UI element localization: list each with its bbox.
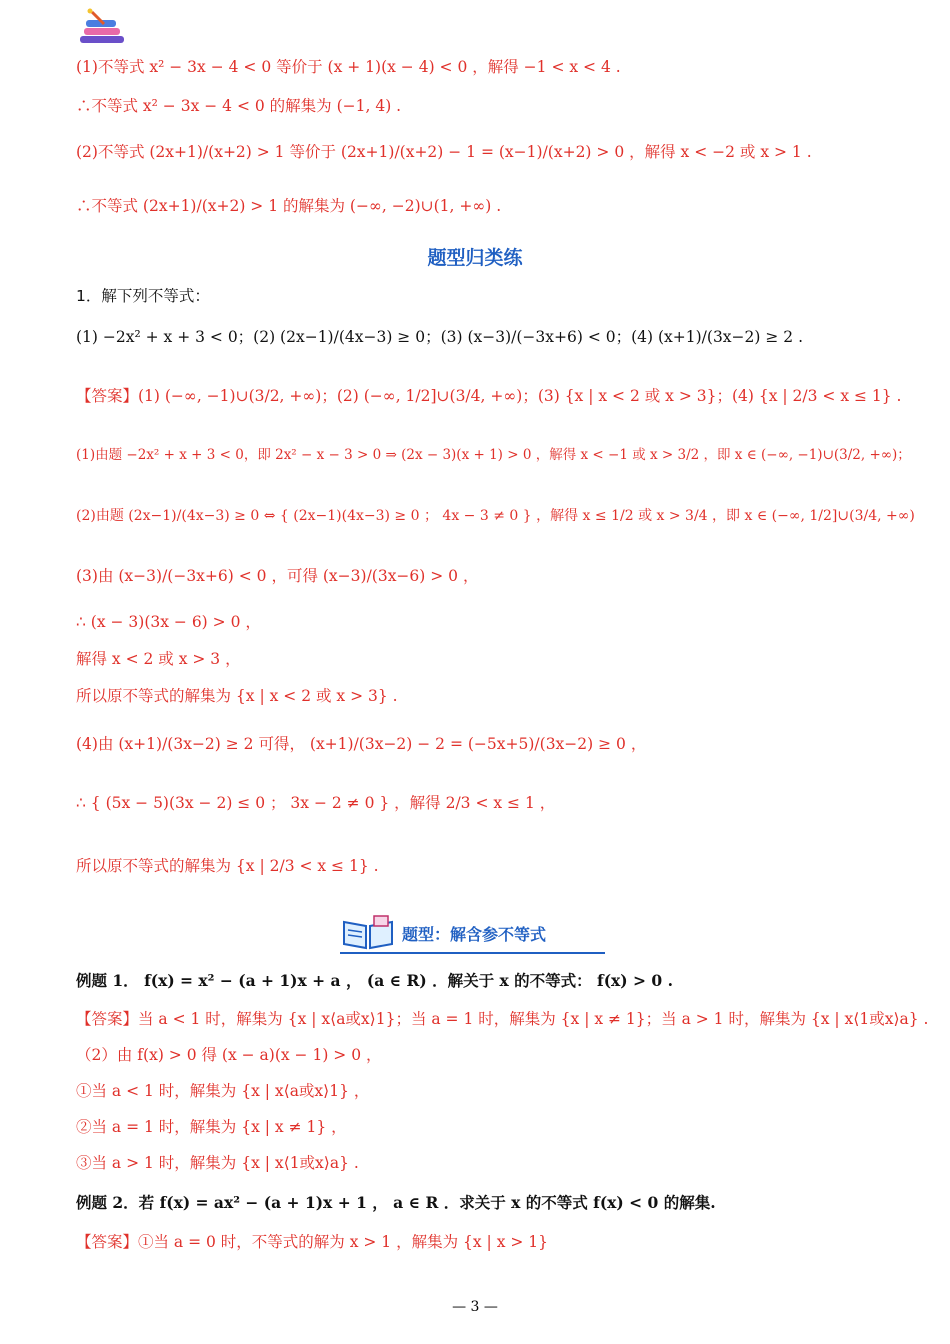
banner-underline (340, 952, 605, 954)
text-line-l13: 所以原不等式的解集为 {x | x < 2 或 x > 3} . (76, 687, 398, 705)
text-line-l24: 【答案】①当 a = 0 时，不等式的解为 x > 1 ，解集为 {x | x > 1} (76, 1233, 549, 1251)
text-line-l1: (1)不等式 x² − 3x − 4 < 0 等价于 (x + 1)(x − 4) < 0 ，解得 −1 < x < 4 . (76, 58, 621, 76)
section-banner (340, 912, 605, 956)
text-line-l12: 解得 x < 2 或 x > 3 ， (76, 650, 241, 668)
text-line-l7: 【答案】(1) (−∞, −1)∪(3/2, +∞)；(2) (−∞, 1/2]∪(3/4, +∞)；(3) {x | x < 2 或 x > 3}；(4) {x | 2/3 < x ≤ 1} . (76, 387, 902, 405)
text-line-l23: 例题 2．若 f(x) = ax² − (a + 1)x + 1 ， a ∈ R ．求关于 x 的不等式 f(x) < 0 的解集. (76, 1193, 716, 1212)
text-line-l22: ③当 a > 1 时，解集为 {x | x⟨1或x⟩a} . (76, 1154, 359, 1172)
text-line-l8: (1)由题 −2x² + x + 3 < 0，即 2x² − x − 3 > 0 ⇒ (2x − 3)(x + 1) > 0 ，解得 x < −1 或 x > 3/2 ，即 x ∈ (−∞, −1)∪(3/2, +∞)； (76, 447, 911, 463)
text-line-l6: (1) −2x² + x + 3 < 0；(2) (2x−1)/(4x−3) ≥ 0；(3) (x−3)/(−3x+6) < 0；(4) (x+1)/(3x−2) ≥ 2 . (76, 328, 803, 346)
text-line-l14: (4)由 (x+1)/(3x−2) ≥ 2 可得， (x+1)/(3x−2) − 2 = (−5x+5)/(3x−2) ≥ 0 ， (76, 735, 647, 753)
section-title: 题型归类练 (427, 247, 523, 269)
text-line-l20: ①当 a < 1 时，解集为 {x | x⟨a或x⟩1} ， (76, 1082, 370, 1100)
banner-title: 题型：解含参不等式 (402, 925, 547, 944)
text-line-l21: ②当 a = 1 时，解集为 {x | x ≠ 1} ， (76, 1118, 347, 1136)
text-line-l5: 1．解下列不等式： (76, 287, 210, 305)
text-line-l11: ∴ (x − 3)(3x − 6) > 0 ， (76, 613, 261, 631)
text-line-l3: (2)不等式 (2x+1)/(x+2) > 1 等价于 (2x+1)/(x+2) − 1 = (x−1)/(x+2) > 0 ，解得 x < −2 或 x > 1 . (76, 143, 812, 161)
text-line-l2: ∴不等式 x² − 3x − 4 < 0 的解集为 (−1, 4) . (76, 97, 402, 115)
text-line-l10: (3)由 (x−3)/(−3x+6) < 0 ，可得 (x−3)/(3x−6) > 0 ， (76, 567, 479, 585)
page-number: — 3 — (452, 1299, 498, 1315)
books-logo-icon (76, 8, 128, 50)
text-line-l15: ∴ { (5x − 5)(3x − 2) ≤ 0 ； 3x − 2 ≠ 0 } ，解得 2/3 < x ≤ 1 ， (76, 794, 556, 812)
text-line-l18: 【答案】当 a < 1 时，解集为 {x | x⟨a或x⟩1}；当 a = 1 时，解集为 {x | x ≠ 1}；当 a > 1 时，解集为 {x | x⟨1或x⟩a} . (76, 1010, 929, 1028)
text-line-l4: ∴不等式 (2x+1)/(x+2) > 1 的解集为 (−∞, −2)∪(1, +∞) . (76, 197, 502, 215)
text-line-l9: (2)由题 (2x−1)/(4x−3) ≥ 0 ⇔ { (2x−1)(4x−3) ≥ 0 ； 4x − 3 ≠ 0 } ，解得 x ≤ 1/2 或 x > 3/4 ，即 x ∈ (−∞, 1/2]∪(3/4, +∞) (76, 508, 915, 524)
text-line-l19: （2）由 f(x) > 0 得 (x − a)(x − 1) > 0 ， (76, 1046, 382, 1064)
text-line-l16: 所以原不等式的解集为 {x | 2/3 < x ≤ 1} . (76, 857, 379, 875)
open-book-icon (340, 912, 396, 952)
text-line-l17: 例题 1． f(x) = x² − (a + 1)x + a ， (a ∈ R) ．解关于 x 的不等式： f(x) > 0 . (76, 971, 673, 990)
